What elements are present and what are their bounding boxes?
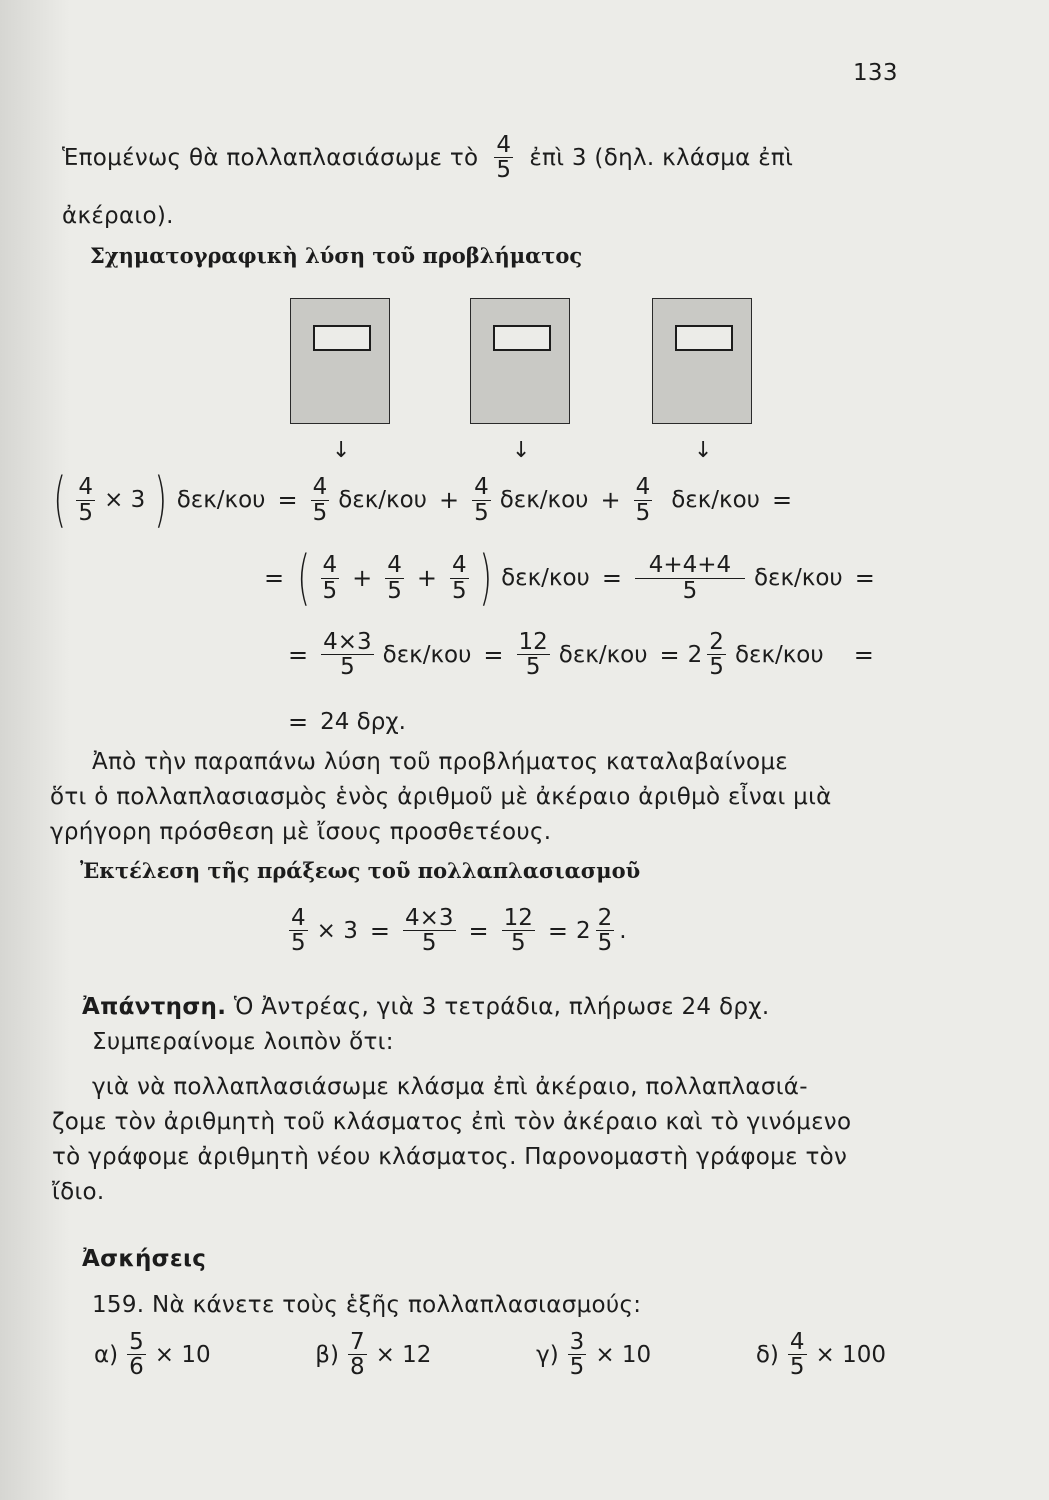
equation-line-1: ( $\frac{4}{5}$ × 3 ) δεκ/κου = $\frac{4}{5}$ δεκ/κου + $\frac{4}{5}$ δεκ/κου + $\frac{4}{5}$ δεκ/κου = [53,465,793,535]
conclusion-line-2: ὅτι ὁ πολλαπλασιασμὸς ἑνὸς ἀριθμοῦ μὲ ἀκέραιο ἀριθμὸ εἶναι μιὰ [50,784,832,810]
intro-line-2: ἀκέραιο). [62,203,174,229]
rule-line-2: ζομε τὸν ἀριθμητὴ τοῦ κλάσματος ἐπὶ τὸν ἀκέραιο καὶ τὸ γινόμενο [52,1109,852,1135]
intro-text-2: ἐπὶ 3 (δηλ. κλάσμα ἐπὶ [529,144,794,171]
page-shadow [0,0,70,1500]
exercise-item-b: β) $\frac{7}{8}$ × 12 [315,1329,432,1381]
page-number: 133 [853,60,898,86]
answer-text: Ὁ Ἀντρέας, γιὰ 3 τετράδια, πλήρωσε 24 δρχ. [233,994,770,1020]
answer-label: Ἀπάντηση. [82,994,227,1020]
execution-heading: Ἐκτέλεση τῆς πράξεως τοῦ πολλαπλασιασμοῦ [80,858,641,883]
equation-line-2: = ( $\frac{4}{5}$ + $\frac{4}{5}$ + $\frac{4}{5}$ ) δεκ/κου = $\frac{4+4+4}{5}$ δεκ/κου = [264,543,875,613]
rule-line-4: ἴδιο. [52,1179,105,1205]
exercise-item-c: γ) $\frac{3}{5}$ × 10 [536,1329,652,1381]
notebook-2 [470,298,570,424]
exercise-item-a: α) $\frac{5}{6}$ × 10 [94,1329,211,1381]
conclusion-line-1: Ἀπὸ τὴν παραπάνω λύση τοῦ προβλήματος καταλαβαίνομε [92,749,788,775]
rule-line-3: τὸ γράφομε ἀριθμητὴ νέου κλάσματος. Παρονομαστὴ γράφομε τὸν [52,1144,848,1170]
rule-line-1: γιὰ νὰ πολλαπλασιάσωμε κλάσμα ἐπὶ ἀκέραιο, πολλαπλασιά- [92,1074,808,1100]
arrow-down-icon: ↓ [332,438,351,463]
answer-line [82,994,769,1020]
notebook-3 [652,298,752,424]
arrow-down-icon: ↓ [512,438,531,463]
execution-equation: $\frac{4}{5}$ × 3 = $\frac{4\times 3}{5}$ = $\frac{12}{5}$ = 2 $\frac{2}{5}$ . [291,905,627,957]
exercise-items [90,1330,890,1379]
equation-line-3: = $\frac{4\times 3}{5}$ δεκ/κου = $\frac{12}{5}$ δεκ/κου = 2 $\frac{2}{5}$ δεκ/κου = [288,629,874,681]
exercise-item-d: δ) $\frac{4}{5}$ × 100 [755,1329,886,1381]
notebook-1 [290,298,390,424]
arrow-down-icon: ↓ [694,438,713,463]
equation-line-4: = 24 δρχ. [288,708,406,736]
intro-line-1 [62,133,793,182]
exercise-159-intro: 159. Νὰ κάνετε τοὺς ἑξῆς πολλαπλασιασμούς: [92,1292,642,1318]
exercises-heading: Ἀσκήσεις [82,1246,207,1272]
intro-fraction: $\frac{4}{5}$ [496,132,512,184]
graphical-solution-heading: Σχηματογραφικὴ λύση τοῦ προβλήματος [90,243,583,268]
intro-text-1: Ἑπομένως θὰ πολλαπλασιάσωμε τὸ [62,144,479,171]
conclusion-line-3: γρήγορη πρόσθεση μὲ ἴσους προσθετέους. [50,819,552,845]
summary-line: Συμπεραίνομε λοιπὸν ὅτι: [92,1029,394,1055]
